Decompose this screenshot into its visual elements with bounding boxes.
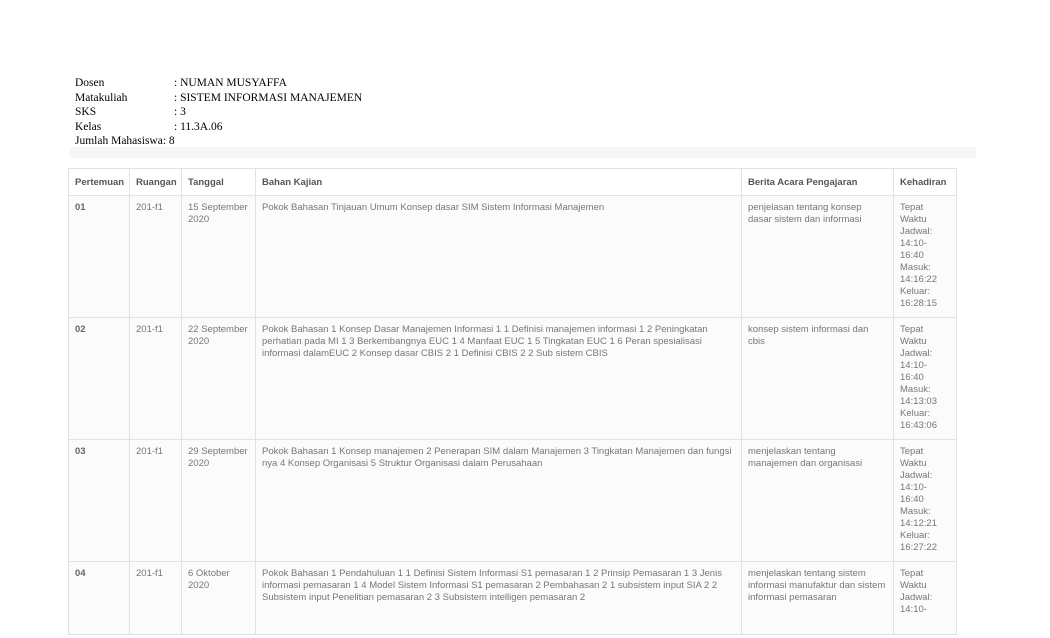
table-row xyxy=(69,440,957,562)
sks-label: SKS xyxy=(75,106,97,118)
matakuliah-value: : SISTEM INFORMASI MANAJEMEN xyxy=(174,91,363,104)
col-header-tanggal: Tanggal xyxy=(182,169,256,196)
jumlah-mahasiswa-value: : 8 xyxy=(162,135,175,147)
kehadiran-cell: Tepat Waktu Jadwal: 14:10- xyxy=(894,562,957,635)
bahan-kajian-cell: Pokok Bahasan 1 Pendahuluan 1 1 Definisi Sistem Informasi S1 pemasaran 1 2 Prinsip Pemasaran 1 3 Jenis informasi pemasaran 1 4 Model Sistem Informasi S1 pemasaran 2 Pembahasan 2 1 subsistem input SIA 2 2 Subsistem input Penelitian pemasaran 2 3 Subsistem intelligen pemasaran 2 xyxy=(256,562,742,635)
berita-acara-cell: penjelasan tentang konsep dasar sistem dan informasi xyxy=(742,196,894,318)
col-header-kehadiran: Kehadiran xyxy=(894,169,957,196)
col-header-ruangan: Ruangan xyxy=(130,169,182,196)
attendance-table xyxy=(68,168,957,635)
col-header-berita-acara: Berita Acara Pengajaran xyxy=(742,169,894,196)
col-header-bahan-kajian: Bahan Kajian xyxy=(256,169,742,196)
berita-acara-cell: menjelaskan tentang manajemen dan organisasi xyxy=(742,440,894,562)
ruangan-cell: 201-f1 xyxy=(130,318,182,440)
pertemuan-cell: 01 xyxy=(69,196,130,318)
dosen-value: : NUMAN MUSYAFFA xyxy=(174,77,287,89)
matakuliah-label: Matakuliah xyxy=(75,91,128,104)
bahan-kajian-cell: Pokok Bahasan Tinjauan Umum Konsep dasar SIM Sistem Informasi Manajemen xyxy=(256,196,742,318)
divider-band xyxy=(70,147,976,158)
kelas-label: Kelas xyxy=(75,120,102,133)
sks-value: : 3 xyxy=(174,106,186,118)
dosen-row xyxy=(75,76,362,91)
dosen-label: Dosen xyxy=(75,77,105,89)
ruangan-cell: 201-f1 xyxy=(130,196,182,318)
pertemuan-cell: 03 xyxy=(69,440,130,562)
kehadiran-cell: Tepat Waktu Jadwal: 14:10-16:40 Masuk: 14:12:21 Keluar: 16:27:22 xyxy=(894,440,957,562)
table-row xyxy=(69,562,957,635)
jumlah-mahasiswa-label: Jumlah Mahasiswa xyxy=(75,135,163,147)
tanggal-cell: 6 Oktober 2020 xyxy=(182,562,256,635)
ruangan-cell: 201-f1 xyxy=(130,562,182,635)
table-row xyxy=(69,196,957,318)
kehadiran-cell: Tepat Waktu Jadwal: 14:10-16:40 Masuk: 14:16:22 Keluar: 16:28:15 xyxy=(894,196,957,318)
kelas-row xyxy=(75,120,362,135)
sks-row xyxy=(75,105,362,120)
bahan-kajian-cell: Pokok Bahasan 1 Konsep manajemen 2 Penerapan SIM dalam Manajemen 3 Tingkatan Manajemen dan fungsi nya 4 Konsep Organisasi 5 Struktur Organisasi dalam Perusahaan xyxy=(256,440,742,562)
bahan-kajian-cell: Pokok Bahasan 1 Konsep Dasar Manajemen Informasi 1 1 Definisi manajemen informasi 1 2 Peningkatan perhatian pada MI 1 3 Berkembangnya EUC 1 4 Manfaat EUC 1 5 Tingkatan EUC 1 6 Peran spesialisasi informasi dalamEUC 2 Konsep dasar CBIS 2 1 Definisi CBIS 2 2 Sub sistem CBIS xyxy=(256,318,742,440)
ruangan-cell: 201-f1 xyxy=(130,440,182,562)
kelas-value: : 11.3A.06 xyxy=(174,120,223,133)
kehadiran-cell: Tepat Waktu Jadwal: 14:10-16:40 Masuk: 14:13:03 Keluar: 16:43:06 xyxy=(894,318,957,440)
pertemuan-cell: 04 xyxy=(69,562,130,635)
table-row xyxy=(69,318,957,440)
tanggal-cell: 29 September 2020 xyxy=(182,440,256,562)
tanggal-cell: 22 September 2020 xyxy=(182,318,256,440)
matakuliah-row xyxy=(75,91,362,106)
pertemuan-cell: 02 xyxy=(69,318,130,440)
berita-acara-cell: konsep sistem informasi dan cbis xyxy=(742,318,894,440)
course-info xyxy=(75,76,362,149)
tanggal-cell: 15 September 2020 xyxy=(182,196,256,318)
table-header-row xyxy=(69,169,957,196)
berita-acara-cell: menjelaskan tentang sistem informasi manufaktur dan sistem informasi pemasaran xyxy=(742,562,894,635)
col-header-pertemuan: Pertemuan xyxy=(69,169,130,196)
